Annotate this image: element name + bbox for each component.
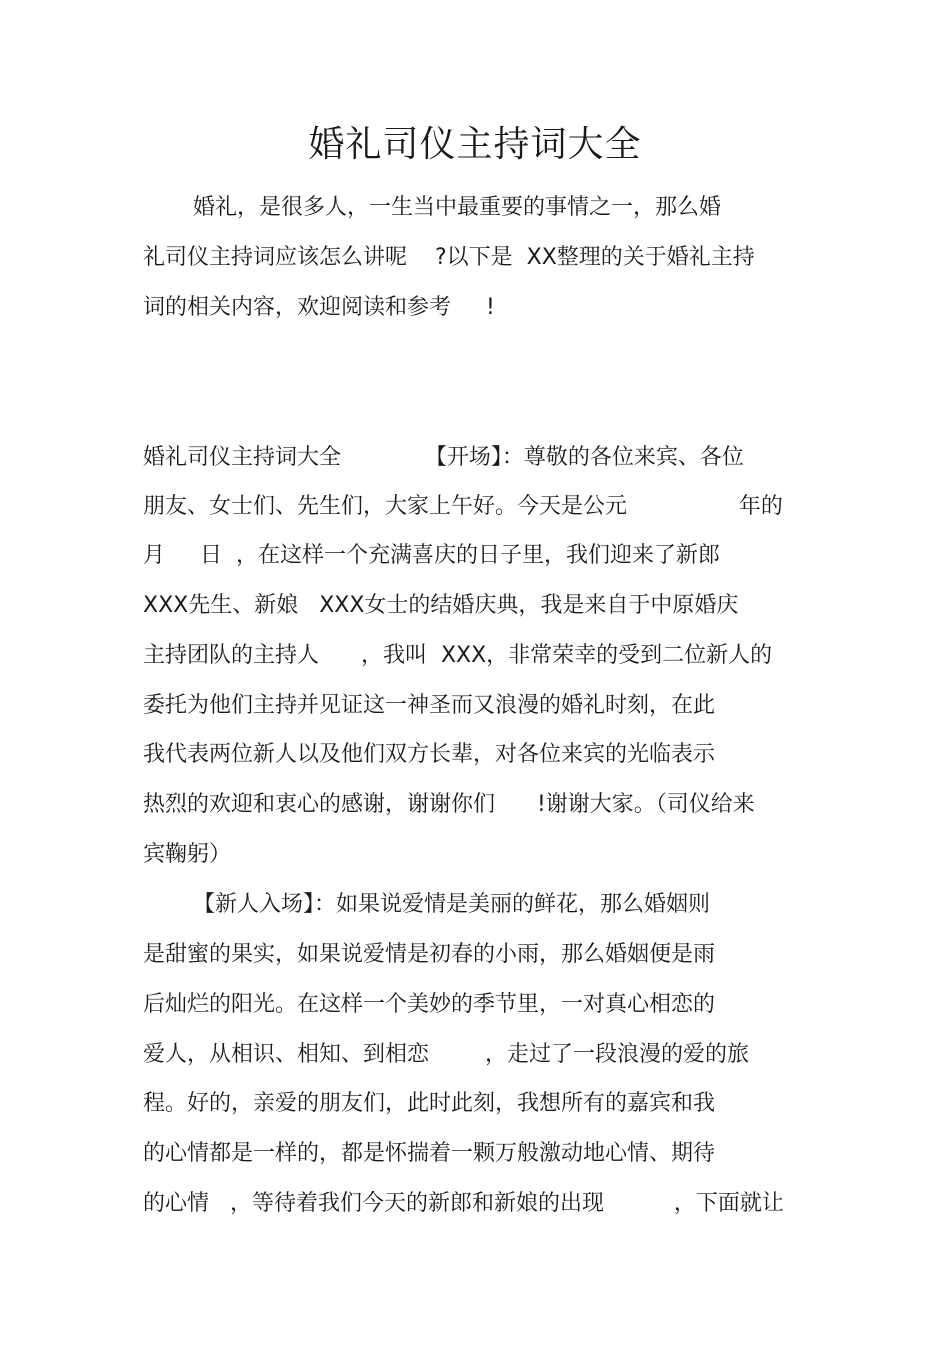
text-line: 是甜蜜的果实，如果说爱情是初春的小雨，那么婚姻便是雨: [143, 942, 716, 967]
text-line: 的心情都是一样的，都是怀揣着一颗万般激动地心情、期待: [143, 1141, 716, 1166]
text-line: 词的相关内容，欢迎阅读和参考 !: [143, 295, 495, 320]
text-line: 的心情 ，等待着我们今天的新郎和新娘的出现 ，下面就让: [143, 1191, 784, 1216]
text-line: 委托为他们主持并见证这一神圣而又浪漫的婚礼时刻，在此: [143, 693, 716, 718]
text-line: 礼司仪主持词应该怎么讲呢 ?以下是 XX整理的关于婚礼主持: [143, 245, 755, 270]
text-line: 我代表两位新人以及他们双方长辈，对各位来宾的光临表示: [143, 742, 716, 767]
text-line: 婚礼，是很多人，一生当中最重要的事情之一，那么婚: [193, 195, 722, 220]
text-line: 婚礼司仪主持词大全 【开场】：尊敬的各位来宾、各位: [143, 445, 744, 470]
text-line: 宾鞠躬）: [143, 842, 232, 867]
text-line: 热烈的欢迎和衷心的感谢，谢谢你们 !谢谢大家。（司仪给来: [143, 792, 755, 817]
document-title: 婚礼司仪主持词大全: [308, 124, 642, 165]
text-line: 朋友、女士们、先生们，大家上午好。今天是公元 年的: [143, 494, 783, 519]
text-line: XXX先生、新娘 XXX女士的结婚庆典，我是来自于中原婚庆: [143, 593, 739, 618]
text-line: 后灿烂的阳光。在这样一个美妙的季节里，一对真心相恋的: [143, 992, 716, 1017]
text-line: 月 日 ，在这样一个充满喜庆的日子里，我们迎来了新郎: [143, 543, 720, 568]
text-line: 程。好的，亲爱的朋友们，此时此刻，我想所有的嘉宾和我: [143, 1091, 716, 1116]
text-line: 主持团队的主持人 ，我叫 XXX，非常荣幸的受到二位新人的: [143, 643, 773, 668]
text-line: 【新人入场】：如果说爱情是美丽的鲜花，那么婚姻则: [193, 892, 711, 917]
text-line: 爱人，从相识、相知、到相恋 ，走过了一段浪漫的爱的旅: [143, 1042, 749, 1067]
